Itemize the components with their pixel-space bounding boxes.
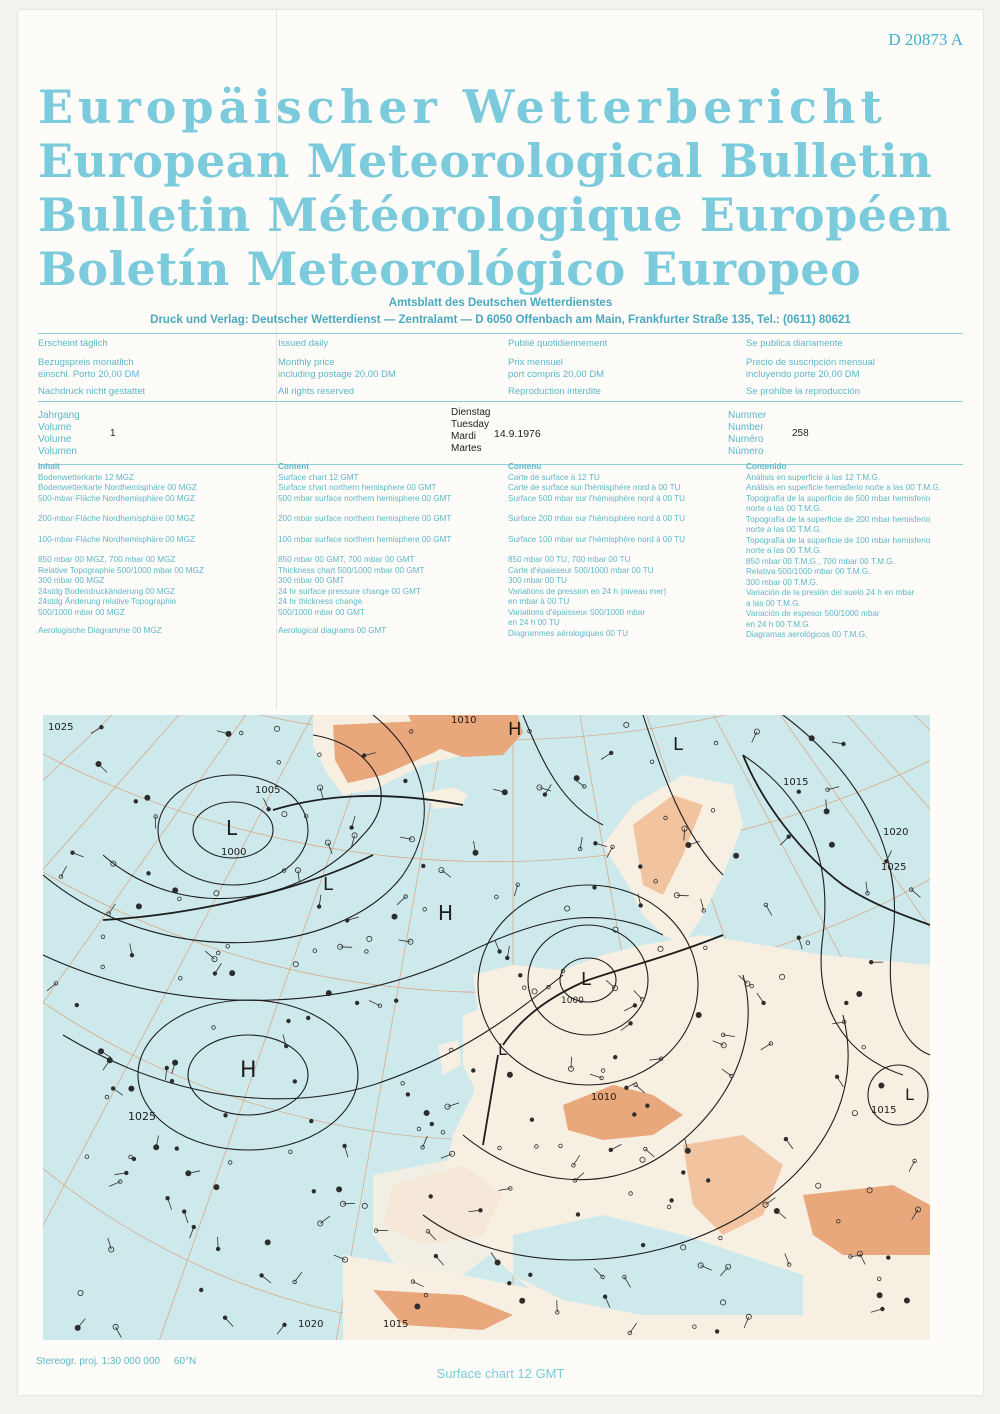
station-marker (355, 1001, 359, 1005)
issue-date: 14.9.1976 (494, 428, 541, 440)
contents-fr: Contenu Carte de surface à 12 TU Carte de surface sur l'hémisphère nord à 00 TU Surface 500 mbar sur l'hémisphère nord à 00 TU Surface 200 mbar sur l'hémisphère nord à 00 TU Surface 100 mbar sur l'hémisphère nord à 00 TU 850 mbar 00 TU, 700 mbar 00 TU Carte d'épaisseur 500/1000 mbar 00 TU 300 mbar 00 TU Variations de pression en 24 h (niveau mer) en mbar à 00 TU Variations d'épaisseur 500/1000 mbar en 24 h 00 TU Diagrammes aérologiques 00 TU (508, 462, 686, 638)
station-marker (415, 1304, 420, 1309)
volume-value: 1 (110, 428, 116, 439)
pressure-center-letter: L (226, 816, 238, 840)
map-canvas (43, 715, 930, 1340)
station-marker (265, 1240, 270, 1245)
station-marker (392, 914, 397, 919)
station-marker (574, 776, 579, 781)
pressure-center-letter: L (323, 874, 334, 895)
station-marker (508, 1281, 512, 1285)
pressure-center-letter: L (673, 734, 684, 755)
station-marker (520, 1298, 525, 1303)
pressure-center-letter: L (498, 1040, 507, 1059)
weekday-labels: Dienstag Tuesday Mardi Martes (451, 407, 491, 454)
station-marker (170, 1079, 174, 1083)
station-marker (129, 1086, 134, 1091)
station-marker (641, 1243, 645, 1247)
station-marker (230, 971, 235, 976)
station-marker (147, 872, 151, 876)
station-marker (845, 1001, 849, 1005)
isobar-label: 1010 (451, 715, 477, 726)
volume-labels: Jahrgang Volume Volume Volumen (38, 410, 80, 457)
isobar-label: 1020 (298, 1319, 324, 1330)
station-marker (422, 864, 426, 868)
station-marker (682, 1171, 686, 1175)
station-marker (670, 1199, 674, 1203)
station-marker (576, 1213, 580, 1217)
wind-barb (218, 1237, 219, 1249)
station-marker (306, 1016, 310, 1020)
station-marker (593, 886, 597, 890)
title-french: Bulletin Météorologique Européen (38, 188, 952, 242)
station-marker (337, 1187, 342, 1192)
document-number: D 20873 A (888, 30, 963, 49)
station-marker (394, 999, 398, 1003)
station-marker (287, 1019, 291, 1023)
station-marker (310, 1119, 314, 1123)
pressure-center-value: 1015 (871, 1105, 897, 1116)
station-marker (498, 950, 502, 954)
isobar-label: 1005 (255, 785, 281, 796)
subscription-fr: Publié quotidiennement Prix mensuel port compris 20,00 DM Reproduction interdite (508, 338, 608, 397)
station-marker (134, 800, 138, 804)
station-marker (887, 1256, 891, 1260)
station-marker (293, 1080, 297, 1084)
title-spanish: Boletín Meteorológico Europeo (38, 242, 862, 296)
pressure-center-letter: H (240, 1058, 257, 1083)
station-marker (633, 1113, 637, 1117)
contents-de: Inhalt Bodenwetterkarte 12 MGZ Bodenwetterkarte Nordhemisphäre 00 MGZ 500-mbar-Fläche Nordhemisphäre 00 MGZ 200-mbar-Fläche Nordhemisphäre 00 MGZ 100-mbar-Fläche Nordhemisphäre 00 MGZ 850 mbar 00 MGZ, 700 mbar 00 MGZ Relative Topographie 500/1000 mbar 00 MGZ 300 mbar 00 MGZ 24stdg Bodendruckänderung 00 MGZ 24stdg Änderung relative Topographie 500/1000 mbar 00 MGZ Aerologische Diagramme 00 MGZ (38, 462, 204, 635)
subscription-de: Erscheint täglich Bezugspreis monatlich einschl. Porto 20,00 DM Nachdruck nicht gestattet (38, 338, 146, 397)
wind-barb (677, 895, 689, 896)
wind-barb (340, 947, 352, 948)
station-marker (857, 991, 862, 996)
station-marker (312, 1190, 316, 1194)
isobar-label: 1015 (783, 777, 809, 788)
title-english: European Meteorological Bulletin (38, 134, 933, 188)
station-marker (472, 1069, 476, 1073)
pressure-center-letter: L (905, 1085, 914, 1104)
projection-note: Stereogr. proj. 1:30 000 000 60°N (36, 1356, 197, 1367)
station-marker (166, 1196, 170, 1200)
surface-weather-map (43, 715, 930, 1340)
subscription-en: Issued daily Monthly price including postage 20,00 DM All rights reserved (278, 338, 396, 397)
title-german: Europäischer Wetterbericht (38, 80, 887, 134)
station-marker (502, 790, 507, 795)
station-marker (98, 1049, 103, 1054)
station-marker (214, 1185, 219, 1190)
isobar-label: 1025 (48, 722, 74, 733)
divider (38, 401, 963, 402)
station-marker (519, 974, 523, 978)
station-marker (326, 991, 331, 996)
station-marker (107, 1058, 112, 1063)
contents-en: Content Surface chart 12 GMT Surface chart northern hemisphere 00 GMT 500 mbar surface northern hemisphere 00 GMT 200 mbar surface northern hemisphere 00 GMT 100 mbar surface northern hemisphere 00 GMT 850 mbar 00 GMT, 700 mbar 00 GMT Thickness chart 500/1000 mbar 00 GMT 300 mbar 00 GMT 24 hr surface pressure change 00 GMT 24 hr thickness change 500/1000 mbar 00 GMT Aerological diagrams 00 GMT (278, 462, 452, 635)
station-marker (603, 1295, 607, 1299)
station-marker (530, 1118, 534, 1122)
station-marker (646, 1104, 650, 1108)
station-marker (267, 807, 271, 811)
issue-number: 258 (792, 428, 809, 439)
station-marker (199, 1288, 203, 1292)
pressure-center-letter: H (508, 719, 522, 740)
pressure-center-value: 1000 (561, 996, 584, 1006)
station-marker (145, 795, 150, 800)
station-marker (173, 888, 178, 893)
station-marker (706, 1179, 710, 1183)
station-marker (173, 1060, 178, 1065)
map-caption: Surface chart 12 GMT (436, 1366, 565, 1381)
pressure-center-letter: H (438, 901, 454, 925)
station-marker (507, 1072, 512, 1077)
station-marker (715, 1330, 719, 1334)
station-marker (904, 1298, 909, 1303)
station-marker (639, 865, 643, 869)
pressure-center-letter: L (581, 969, 592, 990)
wind-barb (571, 1057, 572, 1069)
station-marker (625, 1086, 629, 1090)
station-marker (879, 1083, 884, 1088)
title-block (38, 80, 963, 296)
station-marker (613, 1055, 617, 1059)
pressure-center-value: 1025 (128, 1110, 156, 1123)
station-marker (175, 1147, 179, 1151)
station-marker (132, 1157, 136, 1161)
station-marker (424, 1110, 429, 1115)
isobar-label: 1020 (883, 827, 909, 838)
station-marker (430, 1122, 434, 1126)
station-marker (877, 1293, 882, 1298)
isobar-label: 1010 (591, 1092, 617, 1103)
subscription-es: Se publica diariamente Precio de suscripción mensual incluyendo porte 20,00 DM Se prohíbe la reproducción (746, 338, 875, 397)
station-marker (529, 1273, 533, 1277)
official-gazette: Amtsblatt des Deutschen Wetterdienstes (388, 297, 613, 309)
station-marker (224, 1114, 228, 1118)
station-marker (226, 731, 231, 736)
station-marker (404, 779, 408, 783)
divider (38, 333, 963, 334)
station-marker (429, 1195, 433, 1199)
station-marker (696, 1012, 701, 1017)
publisher-line: Druck und Verlag: Deutscher Wetterdienst — Zentralamt — D 6050 Offenbach am Main, Frankfurter Straße 135, Tel.: (0611) 80621 (150, 314, 851, 326)
station-marker (406, 1093, 410, 1097)
number-labels: Nummer Number Numéro Número (728, 410, 767, 457)
isobar-label: 1025 (881, 862, 907, 873)
station-marker (797, 790, 801, 794)
isobar-label: 1015 (383, 1319, 409, 1330)
station-marker (734, 853, 739, 858)
station-marker (136, 904, 141, 909)
station-marker (829, 842, 834, 847)
station-marker (75, 1003, 79, 1007)
contents-es: Contenido Análisis en superficie a las 12 T.M.G. Análisis en superficie hemisferio norte a las 00 T.M.G. Topografía de la superficie de 500 mbar hemisferio norte a las 00 T.M.G. Topografía de la superficie de 200 mbar hemisferio norte a las 00 T.M.G. Topografía de la superficie de 100 mbar hemisferio norte a las 00 T.M.G. 850 mbar 00 T.M.G., 700 mbar 00 T.M.G. Relativa 500/1000 mbar 00 T.M.G. 300 mbar 00 T.M.G. Variación de la presión del suelo 24 h en mbar a las 00 T.M.G. Variación de espesor 500/1000 mbar en 24 h 00 T.M.G. Diagramas aerológicos 00 T.M.G. (746, 462, 942, 639)
pressure-center-value: 1000 (221, 847, 247, 858)
